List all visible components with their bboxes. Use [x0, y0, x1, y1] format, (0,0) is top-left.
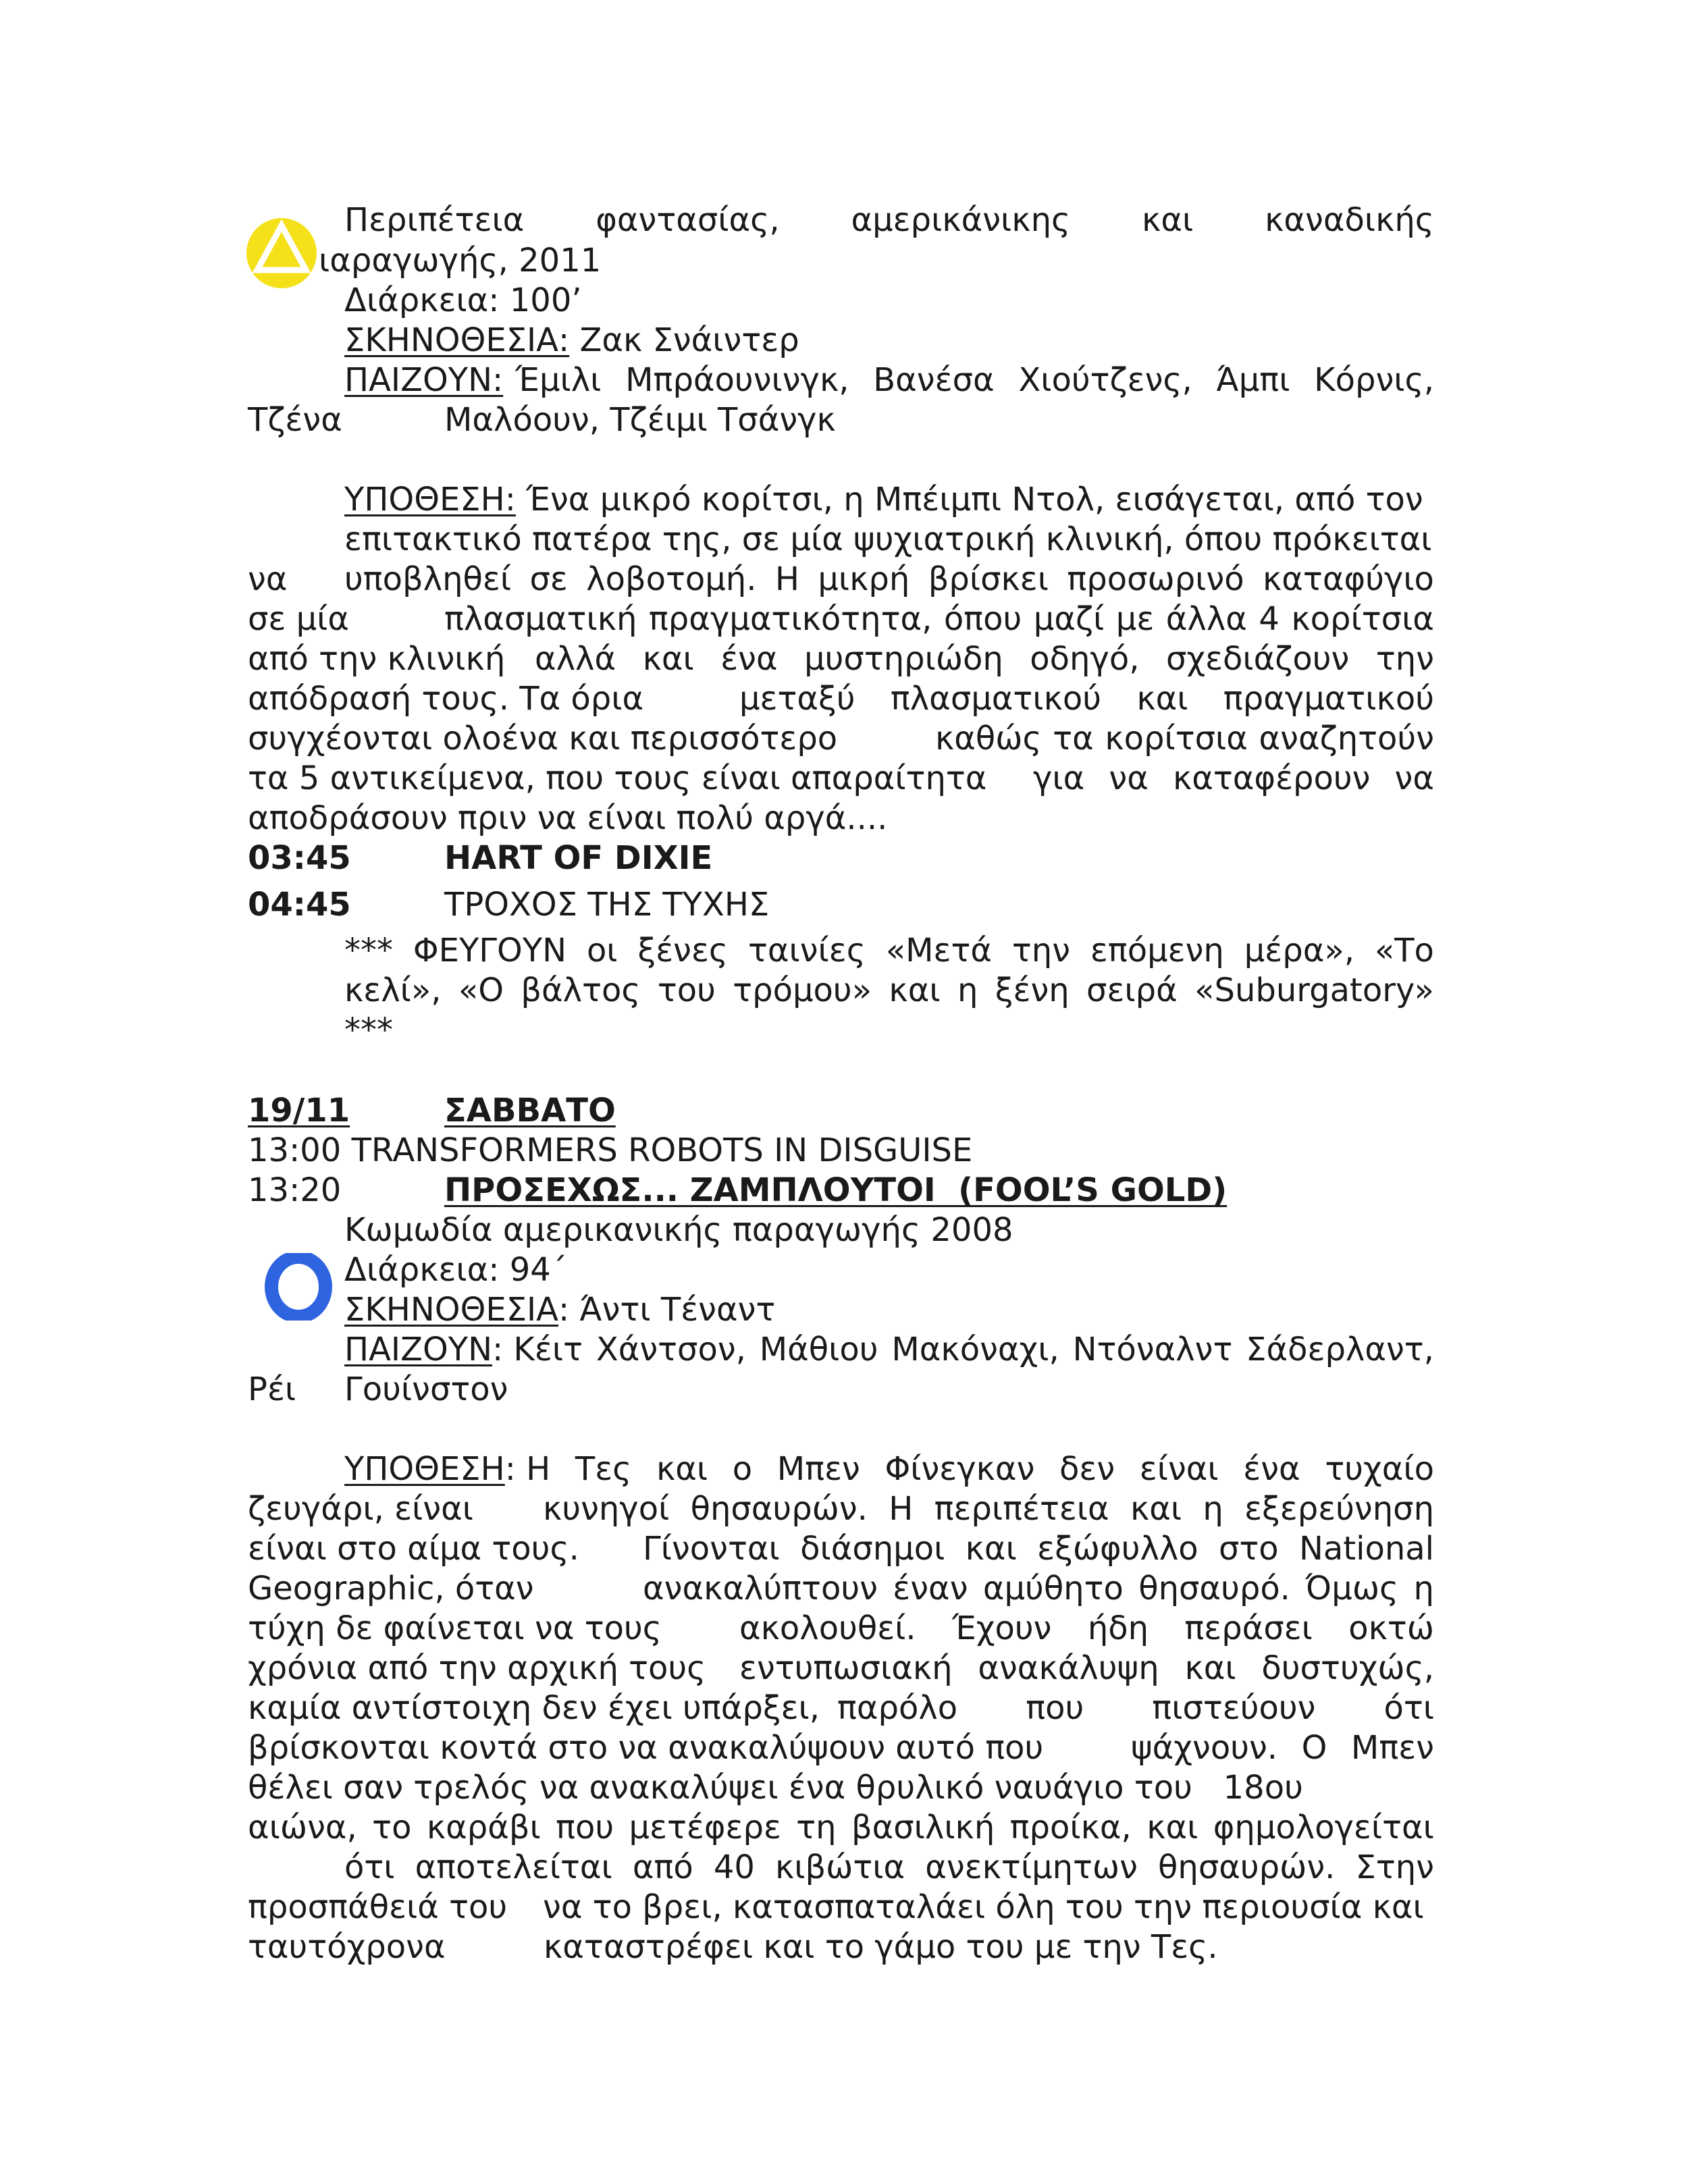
- movie1-plot-line5: από την κλινική αλλά και ένα μυστηριώδη οδηγό, σχεδιάζουν την: [248, 640, 1434, 678]
- movie1-plot-line4: σε μία πλασματική πραγματικότητα, όπου μαζί με άλλα 4 κορίτσια: [248, 600, 1434, 638]
- schedule-title: ΤΡΟΧΟΣ ΤΗΣ ΤΥΧΗΣ: [444, 886, 770, 924]
- movie1-plot-line1: ΥΠΟΘΕΣΗ: Ένα μικρό κορίτσι, η Μπέιμπι Ντολ, εισάγεται, από τον: [344, 481, 1423, 518]
- movie1-plot-line2: επιτακτικό πατέρα της, σε μία ψυχιατρική κλινική, όπου πρόκειται: [344, 521, 1432, 558]
- movie2-cast-line2a: Ρέι: [248, 1370, 296, 1408]
- movie2-plot-line2: ζευγάρι, είναι κυνηγοί θησαυρών. Η περιπέτεια και η εξερεύνηση: [248, 1490, 1434, 1528]
- movie2-plot-line10: αιώνα, το καράβι που μετέφερε τη βασιλική προίκα, και φημολογείται: [248, 1809, 1434, 1846]
- director-label: ΣΚΗΝΟΘΕΣΙΑ: [344, 1291, 559, 1329]
- movie2-plot-line13b: καταστρέφει και το γάμο του με την Τες.: [544, 1928, 1218, 1966]
- day-name: ΣΑΒΒΑΤΟ: [444, 1092, 616, 1129]
- movie2-cast-line1: ΠΑΙΖΟΥΝ : Κέιτ Χάντσον, Μάθιου Μακόναχι, Ντόναλντ Σάδερλαντ,: [344, 1331, 1434, 1368]
- movie2-plot-line7: καμία αντίστοιχη δεν έχει υπάρξει, παρόλο που πιστεύουν ότι: [248, 1689, 1434, 1727]
- movie1-cast-line2b: Μαλόουν, Τζέιμι Τσάνγκ: [444, 401, 836, 439]
- circle-rating-icon: [265, 1253, 332, 1321]
- day-date: 19/11: [248, 1092, 350, 1129]
- movie2-plot-line5: τύχη δε φαίνεται να τους ακολουθεί. Έχουν ήδη περάσει οκτώ: [248, 1609, 1434, 1647]
- cast-label: ΠΑΙΖΟΥΝ:: [344, 361, 504, 399]
- movie1-duration: Διάρκεια: 100’: [344, 282, 582, 319]
- movie1-cast-line2a: Τζένα: [248, 401, 342, 439]
- movie1-plot-line3: να υποβληθεί σε λοβοτομή. Η μικρή βρίσκει προσωρινό καταφύγιο: [248, 560, 1434, 598]
- movie2-director: ΣΚΗΝΟΘΕΣΙΑ: Άντι Τέναντ: [344, 1291, 776, 1329]
- movie2-plot-line8: βρίσκονται κοντά στο να ανακαλύψουν αυτό που ψάχνουν. Ο Μπεν: [248, 1729, 1434, 1767]
- movie1-plot-line9: αποδράσουν πριν να είναι πολύ αργά....: [248, 799, 888, 837]
- movie2-plot-line12: προσπάθειά του να το βρει, κατασπαταλάει όλη του την περιουσία και: [248, 1888, 1424, 1926]
- schedule-title: HART OF DIXIE: [444, 839, 713, 877]
- movie1-cast-line1: ΠΑΙΖΟΥΝ: Έμιλι Μπράουνινγκ, Βανέσα Χιούτζενς, Άμπι Κόρνις,: [344, 361, 1434, 399]
- movie2-genre: Κωμωδία αμερικανικής παραγωγής 2008: [344, 1211, 1013, 1249]
- movie2-plot-line11: ότι αποτελείται από 40 κιβώτια ανεκτίμητων θησαυρών. Στην: [344, 1848, 1434, 1886]
- plot-label: ΥΠΟΘΕΣΗ:: [344, 481, 516, 518]
- movie2-plot-line1: ΥΠΟΘΕΣΗ : Η Τες και ο Μπεν Φίνεγκαν δεν είναι ένα τυχαίο: [344, 1450, 1434, 1488]
- schedule-show: 13:00 TRANSFORMERS ROBOTS IN DISGUISE: [248, 1131, 973, 1169]
- notice-line3: ***: [344, 1011, 393, 1049]
- plot-label: ΥΠΟΘΕΣΗ: [344, 1450, 505, 1488]
- movie2-title: ΠΡΟΣΕΧΩΣ... ΖΑΜΠΛΟΥΤΟΙ (FOOL’S GOLD): [444, 1171, 1228, 1209]
- director-label: ΣΚΗΝΟΘΕΣΙΑ:: [344, 321, 570, 359]
- movie2-plot-line13a: ταυτόχρονα: [248, 1928, 446, 1966]
- schedule-time: 03:45: [248, 839, 351, 877]
- movie1-plot-line7: συγχέονται ολοένα και περισσότερο καθώς τα κορίτσια αναζητούν: [248, 720, 1434, 757]
- movie2-plot-line4: Geographic, όταν ανακαλύπτουν έναν αμύθητο θησαυρό. Όμως η: [248, 1570, 1434, 1607]
- movie2-plot-line6: χρόνια από την αρχική τους εντυπωσιακή ανακάλυψη και δυστυχώς,: [248, 1649, 1434, 1687]
- notice-line2: κελί», «Ο βάλτος του τρόμου» και η ξένη σειρά «Suburgatory»: [344, 971, 1434, 1009]
- movie1-director: ΣΚΗΝΟΘΕΣΙΑ: Ζακ Σνάιντερ: [344, 321, 799, 359]
- triangle-rating-icon: [244, 216, 319, 290]
- movie2-duration: Διάρκεια: 94΄: [344, 1251, 567, 1289]
- movie2-plot-line9: θέλει σαν τρελός να ανακαλύψει ένα θρυλικό ναυάγιο του 18ου: [248, 1769, 1303, 1807]
- movie2-plot-line3: είναι στο αίμα τους. Γίνονται διάσημοι και εξώφυλλο στο National: [248, 1530, 1434, 1568]
- schedule-time: 04:45: [248, 886, 351, 924]
- movie2-cast-line2b: Γουίνστον: [344, 1370, 508, 1408]
- movie1-plot-line6: απόδρασή τους. Τα όρια μεταξύ πλασματικού και πραγματικού: [248, 680, 1434, 718]
- cast-label: ΠΑΙΖΟΥΝ: [344, 1331, 492, 1368]
- movie1-genre-line1: Περιπέτεια φαντασίας, αμερικάνικης και καναδικής: [344, 201, 1434, 239]
- movie1-genre-line2: ιαραγωγής, 2011: [319, 242, 602, 279]
- schedule-time: 13:20: [248, 1171, 342, 1209]
- notice-line1: *** ΦΕΥΓΟΥΝ οι ξένες ταινίες «Μετά την επόμενη μέρα», «Το: [344, 932, 1434, 969]
- movie1-plot-line8: τα 5 αντικείμενα, που τους είναι απαραίτητα για να καταφέρουν να: [248, 760, 1434, 797]
